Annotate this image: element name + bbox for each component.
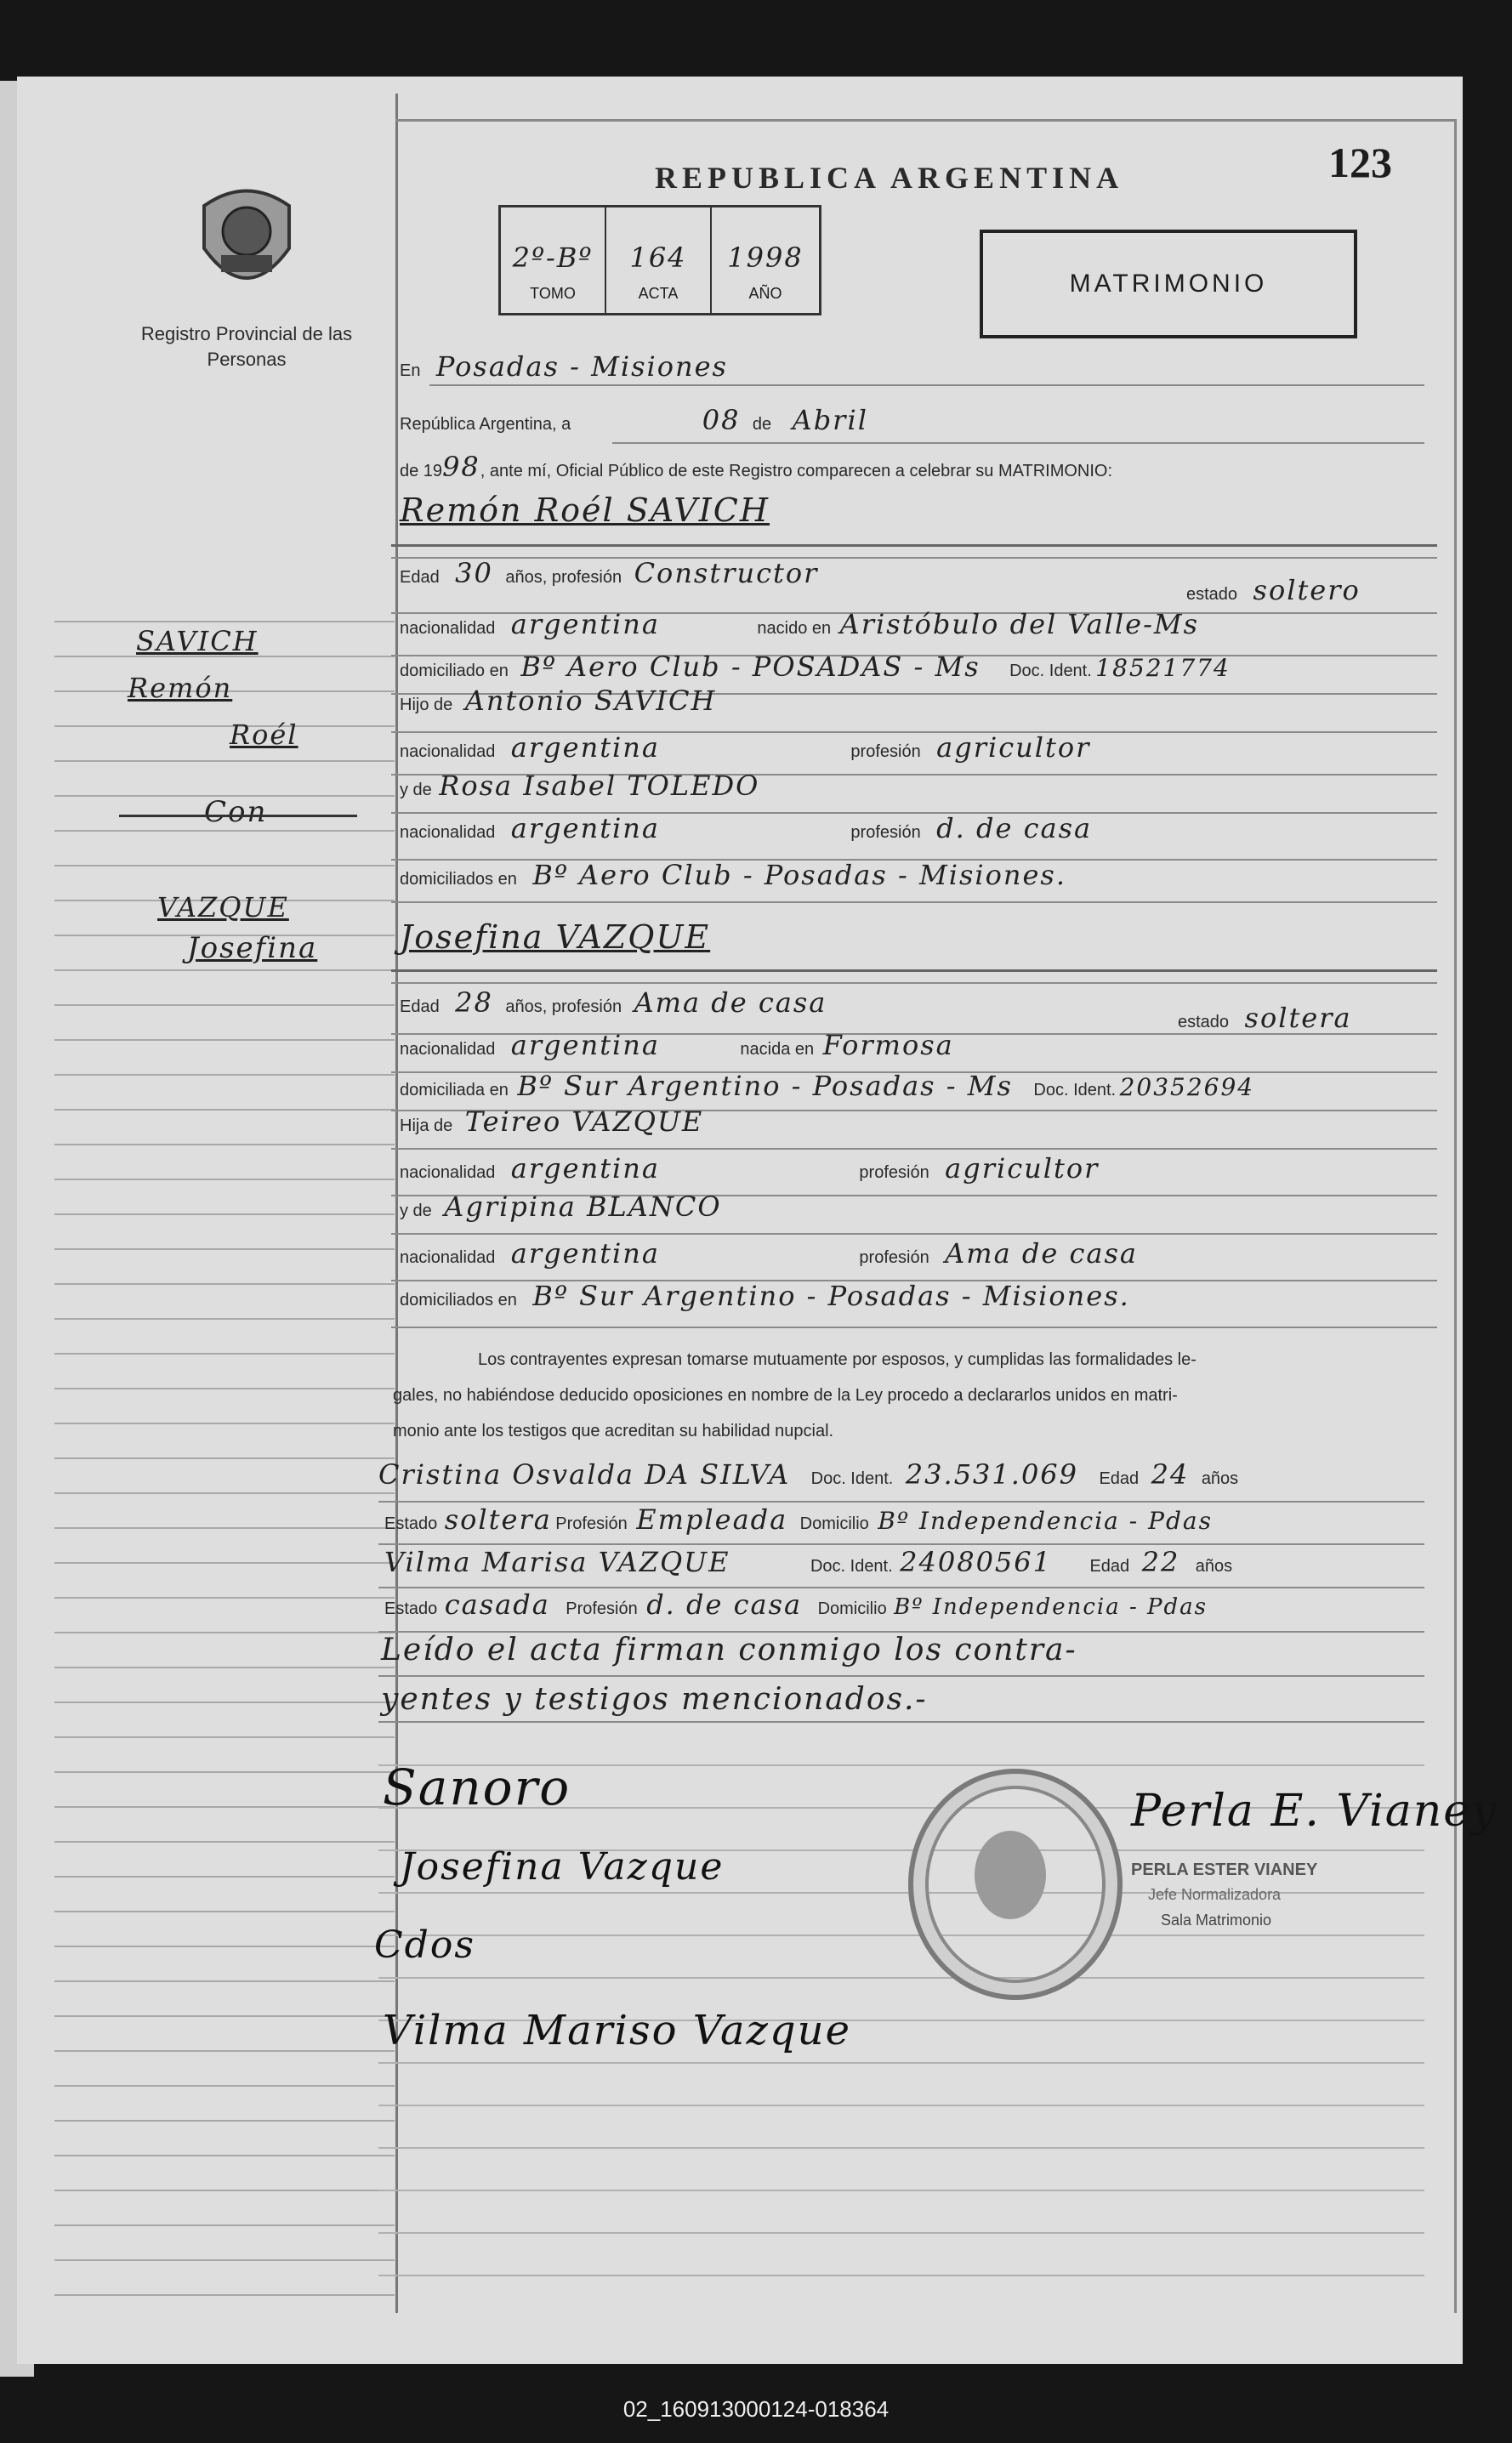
margin-ruled-line [54, 1841, 395, 1843]
signature-witness2: Vilma Mariso Vazque [383, 2007, 851, 2054]
groom-birthplace: Aristóbulo del Valle-Ms [839, 608, 1200, 640]
marriage-year: 98 [442, 451, 480, 483]
margin-ruled-line [54, 1423, 395, 1424]
bride-estado-label: estado [1178, 1013, 1230, 1031]
groom-doc-label: Doc. Ident. [1009, 662, 1092, 680]
form-top-border [395, 119, 1454, 122]
margin-ruled-line [54, 1736, 395, 1738]
groom-nac-label: nacionalidad [400, 619, 496, 638]
margin-ruled-line [54, 830, 395, 832]
registry-name: Registro Provincial de las Personas [140, 323, 353, 370]
witness2-edad-label: Edad [1089, 1557, 1130, 1576]
witness1-dom-label: Domicilio [799, 1514, 869, 1533]
witness1-anos-label: años [1201, 1469, 1239, 1488]
signature-ruled-line [378, 2105, 1424, 2106]
bride-father-name: Teireo VAZQUE [464, 1105, 704, 1138]
margin-ruled-line [54, 1911, 395, 1912]
declaration-line-2: gales, no habiéndose deducido oposiciones en nombre de la Ley procedo a declararlos unidos en matri- [393, 1386, 1178, 1405]
tomo-cell [501, 207, 606, 313]
page-number: 123 [1328, 139, 1392, 186]
declaration-line-1: Los contrayentes expresan tomarse mutuamente por esposos, y cumplidas las formalidades le- [478, 1350, 1197, 1369]
form-left-border [395, 94, 398, 2313]
groom-marital-status: soltero [1253, 574, 1361, 606]
margin-ruled-line [54, 621, 395, 622]
groom-age: 30 [455, 557, 493, 589]
witness1-doc-label: Doc. Ident. [810, 1469, 894, 1488]
witness1-estado-label: Estado [384, 1514, 438, 1533]
groom-anos-label: años, profesión [505, 568, 622, 587]
witness1-doc: 23.531.069 [905, 1458, 1079, 1491]
margin-ruled-line [54, 1771, 395, 1773]
bride-mother-profession: Ama de casa [945, 1237, 1138, 1270]
margin-ruled-line [54, 1980, 395, 1982]
groom-father-prof-label: profesión [850, 742, 921, 761]
groom-mother-nationality: argentina [510, 812, 660, 844]
margin-ruled-line [54, 1457, 395, 1459]
bride-parents-address: Bº Sur Argentino - Posadas - Misiones. [532, 1280, 1130, 1312]
signature-bride: Josefina Vazque [400, 1845, 725, 1889]
bride-doc-label: Doc. Ident. [1033, 1081, 1117, 1099]
groom-father-nationality: argentina [510, 731, 660, 764]
witness2-status: casada [444, 1588, 550, 1621]
margin-ruled-line [54, 2259, 395, 2261]
official-dept: Sala Matrimonio [1161, 1912, 1272, 1929]
groom-parents-dom-label: domiciliados en [400, 870, 517, 889]
margin-ruled-line [54, 2085, 395, 2087]
intro-date-row [400, 404, 1429, 436]
groom-hijo-label: Hijo de [400, 696, 453, 714]
bride-name: Josefina VAZQUE [400, 918, 711, 956]
republica-label: República Argentina, a [400, 415, 571, 434]
groom-domicile-row [400, 651, 1429, 683]
margin-ruled-line [54, 969, 395, 971]
rule [378, 1721, 1424, 1723]
margin-ruled-line [54, 1388, 395, 1389]
margin-ruled-line [54, 1283, 395, 1285]
margin-ruled-line [54, 1179, 395, 1180]
official-signature: Perla E. Vianey [1131, 1786, 1498, 1837]
bride-age: 28 [455, 986, 493, 1019]
bride-mother-name: Agripina BLANCO [444, 1190, 722, 1223]
bride-nac-label: nacionalidad [400, 1040, 496, 1059]
witness2-doc-label: Doc. Ident. [810, 1557, 893, 1576]
rule [612, 442, 1424, 444]
acta-value: 164 [629, 241, 687, 274]
margin-ruled-line [54, 1109, 395, 1111]
groom-mother-row [400, 770, 1429, 802]
bride-mother-row [400, 1190, 1429, 1223]
groom-name: Remón Roél SAVICH [400, 491, 770, 529]
margin-ruled-line [54, 2120, 395, 2122]
closing-line-1: Leído el acta firman conmigo los contra- [381, 1633, 1077, 1667]
margin-ruled-line [54, 1667, 395, 1668]
record-type-box: MATRIMONIO [980, 230, 1357, 338]
en-label: En [400, 361, 421, 380]
margin-ruled-line [54, 1039, 395, 1041]
margin-ruled-line [54, 2224, 395, 2226]
bride-father-nat-row [400, 1152, 1429, 1185]
signature-ruled-line [378, 2147, 1424, 2149]
margin-ruled-line [54, 1318, 395, 1320]
margin-ruled-line [54, 865, 395, 866]
acta-label: ACTA [638, 285, 679, 302]
declaration-line-3: monio ante los testigos que acreditan su habilidad nupcial. [393, 1422, 834, 1440]
groom-father-nac-label: nacionalidad [400, 742, 496, 761]
bride-mother-nac-label: nacionalidad [400, 1248, 496, 1267]
bride-domicile-row [400, 1070, 1429, 1102]
official-name: PERLA ESTER VIANEY [1131, 1861, 1318, 1879]
witness1-name: Cristina Osvalda DA SILVA [378, 1458, 791, 1491]
witness2-row [384, 1546, 1430, 1578]
bride-yde-label: y de [400, 1202, 432, 1220]
bride-doc: 20352694 [1119, 1073, 1255, 1101]
bride-edad-label: Edad [400, 997, 440, 1016]
margin-ruled-line [54, 1597, 395, 1599]
bride-father-nac-label: nacionalidad [400, 1163, 496, 1182]
bride-birthplace: Formosa [822, 1029, 954, 1061]
witness2-dom-label: Domicilio [817, 1599, 887, 1618]
witness2-estado-label: Estado [384, 1599, 438, 1618]
bride-father-prof-label: profesión [859, 1163, 929, 1182]
margin-ruled-line [54, 1492, 395, 1494]
margin-ruled-line [54, 1074, 395, 1076]
witness1-prof-label: Profesión [555, 1514, 628, 1533]
signature-ruled-line [378, 2190, 1424, 2191]
margin-ruled-line [54, 1876, 395, 1878]
groom-mother-profession: d. de casa [936, 812, 1093, 844]
rule [391, 901, 1437, 903]
margin-ruled-line [54, 1248, 395, 1250]
bride-mother-prof-label: profesión [859, 1248, 929, 1267]
margin-ruled-line [54, 1946, 395, 1947]
intro-place-row [400, 350, 1429, 393]
signature-witness1: Cdos [374, 1923, 475, 1967]
rule [391, 969, 1437, 972]
groom-dom-label: domiciliado en [400, 662, 509, 680]
bride-nationality-row [400, 1029, 1429, 1061]
signature-ruled-line [378, 1977, 1424, 1979]
de-label: de [752, 415, 772, 434]
witness1-age: 24 [1151, 1458, 1190, 1491]
rule [391, 1148, 1437, 1150]
witness2-age: 22 [1141, 1546, 1180, 1578]
groom-nationality-row [400, 608, 1429, 640]
rule [378, 1501, 1424, 1503]
bride-marital-status: soltera [1244, 1002, 1352, 1034]
signature-ruled-line [378, 1935, 1424, 1936]
intro-year-row [400, 451, 1429, 483]
image-caption: 02_160913000124-018364 [622, 2396, 890, 2422]
witness2-anos-label: años [1195, 1557, 1233, 1576]
margin-note-bride-surname: VAZQUE [157, 891, 289, 923]
rule [391, 544, 1437, 547]
bride-profession: Ama de casa [634, 986, 827, 1019]
margin-ruled-line [54, 2294, 395, 2296]
margin-ruled-line [54, 725, 395, 727]
official-seal-stamp [908, 1769, 1123, 2000]
signature-ruled-line [378, 2275, 1424, 2276]
intro-text: , ante mí, Oficial Público de este Registro comparecen a celebrar su MATRIMONIO: [480, 462, 1113, 480]
bride-father-row [400, 1105, 1429, 1138]
bride-father-nationality: argentina [510, 1152, 660, 1185]
signature-ruled-line [378, 2062, 1424, 2064]
margin-ruled-line [54, 2190, 395, 2191]
bride-nacida-label: nacida en [740, 1040, 815, 1059]
bride-dom-label: domiciliada en [400, 1081, 509, 1099]
groom-father-name: Antonio SAVICH [464, 685, 717, 717]
tomo-label: TOMO [530, 285, 576, 302]
margin-note-surname: SAVICH [136, 625, 259, 657]
witness2-doc: 24080561 [900, 1546, 1052, 1578]
groom-estado-row [1186, 574, 1361, 606]
signature-ruled-line [378, 2232, 1424, 2234]
groom-mother-prof-label: profesión [850, 823, 921, 842]
coat-of-arms-icon [196, 180, 298, 299]
bride-mother-nat-row [400, 1237, 1429, 1270]
signature-groom: Sanoro [383, 1758, 571, 1816]
margin-ruled-line [54, 760, 395, 762]
declaration-text [393, 1342, 1422, 1449]
witness2-details-row [384, 1588, 1430, 1621]
margin-ruled-line [54, 2015, 395, 2017]
margin-ruled-line [54, 1527, 395, 1529]
official-title: Jefe Normalizadora [1148, 1886, 1282, 1903]
witness2-address: Bº Independencia - Pdas [894, 1594, 1208, 1620]
groom-father-profession: agricultor [936, 731, 1091, 764]
margin-ruled-line [54, 1702, 395, 1703]
groom-nacido-label: nacido en [757, 619, 832, 638]
witness1-status: soltera [444, 1503, 552, 1536]
groom-edad-label: Edad [400, 568, 440, 587]
bride-hija-label: Hija de [400, 1116, 453, 1135]
groom-address: Bº Aero Club - POSADAS - Ms [520, 651, 981, 683]
witness2-prof-label: Profesión [566, 1599, 638, 1618]
margin-note-con: Con [204, 795, 268, 829]
bride-parents-domicile-row [400, 1280, 1429, 1312]
margin-note-name2: Roél [230, 719, 298, 751]
groom-profession: Constructor [634, 557, 819, 589]
bride-address: Bº Sur Argentino - Posadas - Ms [517, 1070, 1013, 1102]
groom-yde-label: y de [400, 781, 432, 799]
rule [391, 1327, 1437, 1328]
witness1-details-row [384, 1503, 1430, 1536]
margin-ruled-line [54, 1144, 395, 1145]
witness1-edad-label: Edad [1099, 1469, 1140, 1488]
bride-parents-dom-label: domiciliados en [400, 1291, 517, 1310]
margin-note-bride-name: Josefina [187, 931, 318, 965]
witness1-profession: Empleada [636, 1503, 788, 1536]
bride-father-profession: agricultor [945, 1152, 1100, 1185]
margin-ruled-line [54, 2050, 395, 2052]
witness2-name: Vilma Marisa VAZQUE [384, 1546, 730, 1578]
marriage-day: 08 [702, 404, 741, 436]
year-prefix: de 19 [400, 462, 443, 480]
groom-father-nat-row [400, 731, 1429, 764]
groom-doc: 18521774 [1095, 654, 1231, 682]
anio-label: AÑO [748, 285, 782, 302]
marriage-place: Posadas - Misiones [435, 350, 728, 383]
witness1-address: Bº Independencia - Pdas [878, 1507, 1213, 1535]
rule [429, 384, 1424, 386]
anio-value: 1998 [727, 241, 804, 274]
acta-cell [606, 207, 712, 313]
bride-nationality: argentina [510, 1029, 660, 1061]
tomo-acta-anio-box [498, 205, 821, 315]
witness1-row [378, 1458, 1424, 1491]
groom-father-row [400, 685, 1429, 717]
margin-ruled-line [54, 2155, 395, 2156]
groom-mother-nat-row [400, 812, 1429, 844]
rule [391, 1233, 1437, 1235]
bride-mother-nationality: argentina [510, 1237, 660, 1270]
margin-note-con-line [119, 815, 357, 817]
margin-ruled-line [54, 1806, 395, 1808]
margin-ruled-line [54, 1632, 395, 1633]
witness2-profession: d. de casa [646, 1588, 803, 1621]
country-title: REPUBLICA ARGENTINA [655, 161, 1124, 195]
groom-parents-address: Bº Aero Club - Posadas - Misiones. [532, 859, 1066, 891]
groom-estado-label: estado [1186, 585, 1238, 604]
groom-mother-nac-label: nacionalidad [400, 823, 496, 842]
groom-nationality: argentina [510, 608, 660, 640]
rule [378, 1675, 1424, 1677]
bride-anos-label: años, profesión [505, 997, 622, 1016]
margin-ruled-line [54, 1213, 395, 1215]
form-right-border [1454, 119, 1457, 2313]
marriage-month: Abril [792, 404, 868, 436]
margin-ruled-line [54, 1562, 395, 1564]
tomo-value: 2º-Bº [512, 241, 594, 274]
margin-ruled-line [54, 1353, 395, 1355]
closing-line-2: yentes y testigos mencionados.- [381, 1682, 928, 1717]
rule [391, 982, 1437, 984]
rule [378, 1543, 1424, 1545]
anio-cell [712, 207, 819, 313]
margin-ruled-line [54, 1004, 395, 1006]
margin-note-name1: Remón [128, 672, 233, 704]
groom-mother-name: Rosa Isabel TOLEDO [439, 770, 760, 802]
groom-parents-domicile-row [400, 859, 1429, 891]
